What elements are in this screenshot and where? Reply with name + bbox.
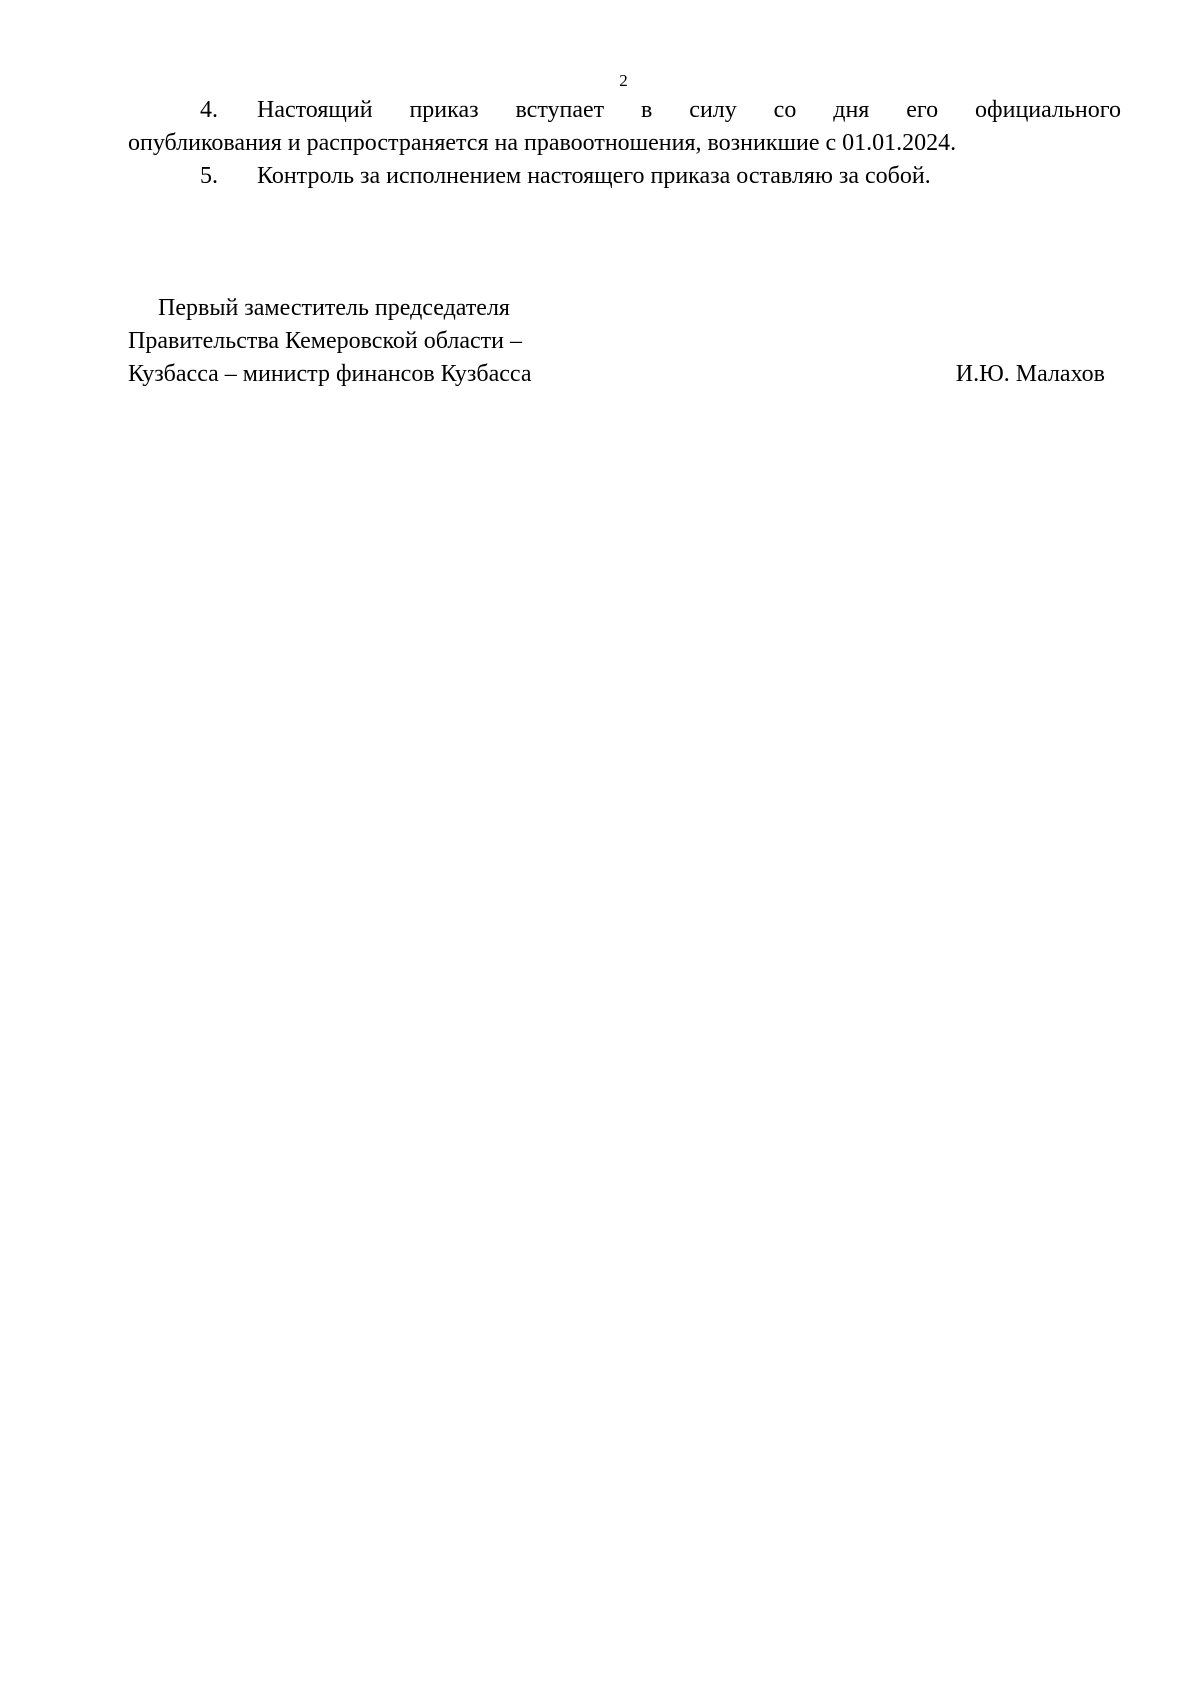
- signature-position-line-3: Кузбасса – министр финансов Кузбасса: [128, 361, 532, 387]
- paragraph-5-text: Контроль за исполнением настоящего приказа оставляю за собой.: [257, 163, 931, 189]
- paragraph-4-line-2: опубликования и распространяется на правоотношения, возникшие с 01.01.2024.: [128, 130, 957, 156]
- signatory-name: И.Ю. Малахов: [955, 361, 1105, 387]
- signature-block: [128, 292, 1121, 391]
- paragraph-4-line-1: [128, 94, 1121, 127]
- paragraph-4: [128, 94, 1121, 160]
- signature-position-line-2: Правительства Кемеровской области –: [128, 328, 522, 354]
- paragraph-5: [128, 160, 1121, 193]
- paragraph-4-text-start: Настоящий приказ вступает в силу со дня его официального: [257, 97, 1121, 123]
- paragraph-4-number: 4.: [200, 97, 218, 123]
- signature-position-line-1: Первый заместитель председателя: [158, 295, 510, 321]
- signature-row: [128, 358, 1121, 391]
- page-number: 2: [619, 71, 628, 90]
- paragraph-5-number: 5.: [200, 163, 218, 189]
- order-body: [128, 94, 1121, 193]
